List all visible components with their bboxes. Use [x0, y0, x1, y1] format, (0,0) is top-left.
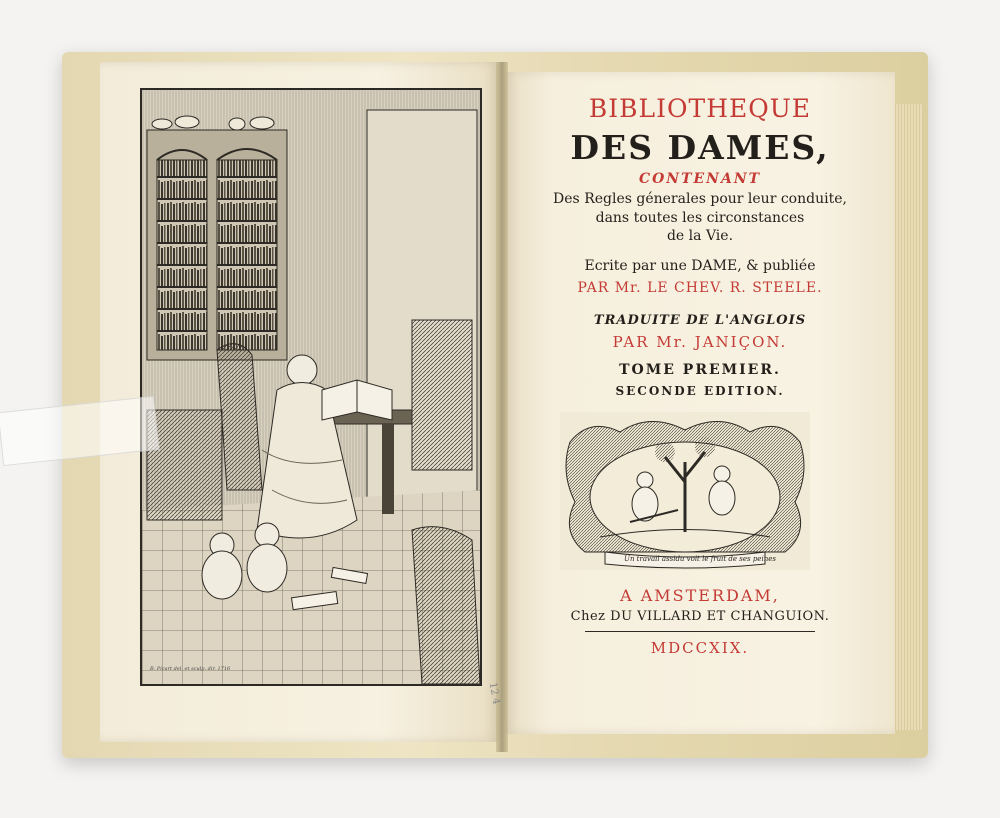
vignette-motto: Un travail assidu voit le fruit de ses peines [624, 555, 776, 563]
volume-line: TOME PREMIER. [619, 362, 781, 378]
frontispiece-engraving [140, 88, 482, 686]
title-line-3: CONTENANT [638, 171, 762, 187]
imprint-publisher: Chez DU VILLARD ET CHANGUION. [570, 609, 830, 624]
imprint-city: A AMSTERDAM, [620, 586, 780, 605]
title-line-1: BIBLIOTHEQUE [588, 94, 812, 123]
subtitle-line-1: Des Regles génerales pour leur conduite, [553, 191, 847, 207]
subtitle-line-3: de la Vie. [666, 228, 734, 244]
subtitle-line-2: dans toutes les circonstances [595, 210, 805, 226]
imprint-year: MDCCXIX. [650, 639, 750, 657]
translator-line: PAR Mr. JANIÇON. [612, 333, 788, 351]
editor-line: PAR Mr. LE CHEV. R. STEELE. [577, 280, 823, 296]
engraving-illustration [142, 90, 480, 684]
imprint-rule [585, 631, 815, 632]
translation-line: TRADUITE DE L'ANGLOIS [593, 313, 807, 328]
title-line-2: DES DAMES, [570, 128, 830, 167]
title-vignette [560, 412, 810, 570]
edition-line: SECONDE EDITION. [615, 384, 785, 398]
author-line: Ecrite par une DAME, & publiée [584, 258, 816, 274]
page-edges [893, 104, 923, 730]
pencil-note: 12 4 [486, 681, 502, 706]
engraver-credit: B. Picart del. et sculp. dir. 1716 [150, 666, 231, 672]
